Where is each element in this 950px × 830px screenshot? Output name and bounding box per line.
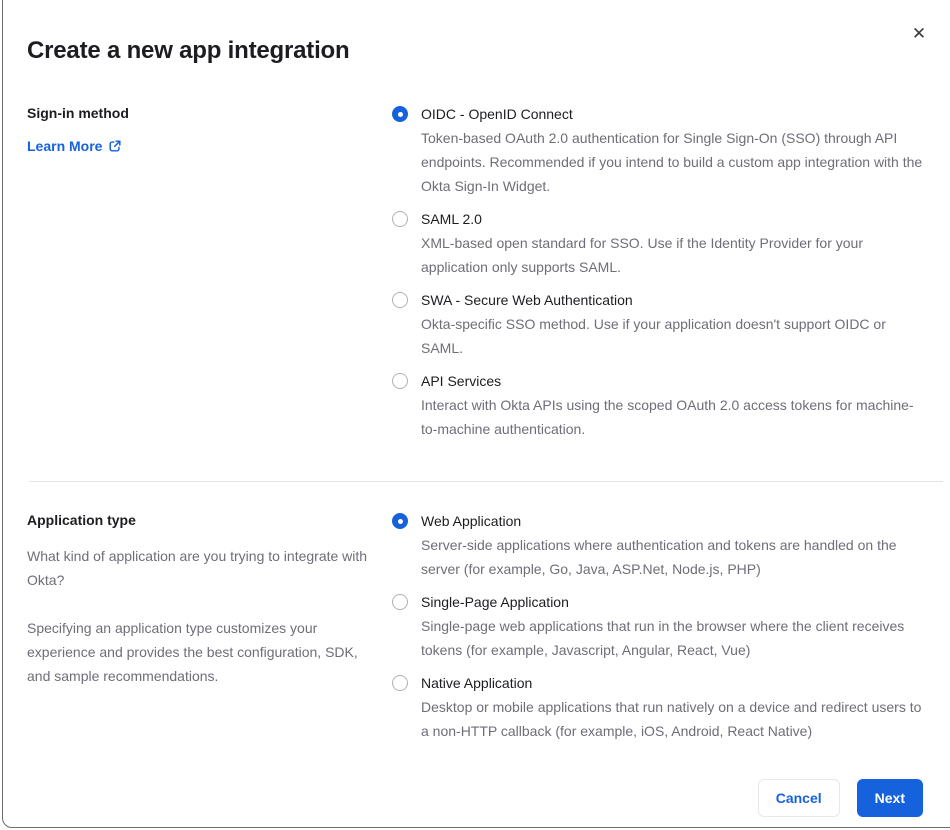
- radio-native-application[interactable]: [392, 675, 408, 691]
- dialog-footer: [27, 779, 943, 817]
- learn-more-label: Learn More: [27, 138, 103, 154]
- external-link-icon: [108, 139, 122, 153]
- option-spa-description: Single-page web applications that run in the browser where the client receives tokens (for example, Javascript, Angular, React, Vue): [421, 618, 905, 658]
- radio-api-services[interactable]: [392, 373, 408, 389]
- signin-method-label: Sign-in method: [27, 105, 129, 121]
- option-web-application[interactable]: [392, 510, 943, 581]
- cancel-button[interactable]: Cancel: [758, 779, 840, 817]
- radio-web-application[interactable]: [392, 513, 408, 529]
- signin-options: [392, 103, 943, 441]
- option-swa-label[interactable]: SWA - Secure Web Authentication: [421, 292, 633, 308]
- option-api-services-description: Interact with Okta APIs using the scoped OAuth 2.0 access tokens for machine-to-machine authentication.: [421, 397, 914, 437]
- option-spa-label[interactable]: Single-Page Application: [421, 594, 569, 610]
- option-saml-label[interactable]: SAML 2.0: [421, 211, 482, 227]
- option-native-application[interactable]: [392, 672, 943, 743]
- option-spa[interactable]: [392, 591, 943, 662]
- option-oidc-label[interactable]: OIDC - OpenID Connect: [421, 106, 573, 122]
- signin-left-column: [27, 103, 375, 441]
- option-saml-description: XML-based open standard for SSO. Use if the Identity Provider for your application only supports SAML.: [421, 235, 863, 275]
- radio-saml[interactable]: [392, 211, 408, 227]
- option-web-application-label[interactable]: Web Application: [421, 513, 522, 529]
- learn-more-link[interactable]: [27, 138, 122, 154]
- next-button[interactable]: Next: [857, 779, 923, 817]
- radio-oidc[interactable]: [392, 106, 408, 122]
- section-divider: [29, 481, 943, 482]
- apptype-options: [392, 510, 943, 743]
- radio-swa[interactable]: [392, 292, 408, 308]
- application-type-label: Application type: [27, 512, 136, 528]
- apptype-paragraph-2: Specifying an application type customizes your experience and provides the best configuration, SDK, and sample recommendations.: [27, 620, 358, 684]
- option-swa-description: Okta-specific SSO method. Use if your application doesn't support OIDC or SAML.: [421, 316, 886, 356]
- create-app-integration-dialog: [2, 0, 950, 828]
- option-native-application-description: Desktop or mobile applications that run natively on a device and redirect users to a non-HTTP callback (for example, iOS, Android, React Native): [421, 699, 922, 739]
- option-web-application-description: Server-side applications where authentication and tokens are handled on the server (for example, Go, Java, ASP.Net, Node.js, PHP): [421, 537, 897, 577]
- option-saml[interactable]: [392, 208, 943, 279]
- option-api-services[interactable]: [392, 370, 943, 441]
- application-type-section: [27, 510, 943, 743]
- option-oidc-description: Token-based OAuth 2.0 authentication for Single Sign-On (SSO) through API endpoints. Recommended if you intend to build a custom app integration with the Okta Sign-In Widget.: [421, 130, 923, 194]
- apptype-paragraph-1: What kind of application are you trying to integrate with Okta?: [27, 548, 368, 588]
- option-swa[interactable]: [392, 289, 943, 360]
- option-api-services-label[interactable]: API Services: [421, 373, 502, 389]
- close-icon[interactable]: ✕: [909, 23, 929, 43]
- radio-spa[interactable]: [392, 594, 408, 610]
- dialog-title: Create a new app integration: [27, 37, 350, 64]
- signin-method-section: [27, 103, 943, 441]
- option-oidc[interactable]: [392, 103, 943, 198]
- option-native-application-label[interactable]: Native Application: [421, 675, 533, 691]
- apptype-left-column: [27, 510, 375, 743]
